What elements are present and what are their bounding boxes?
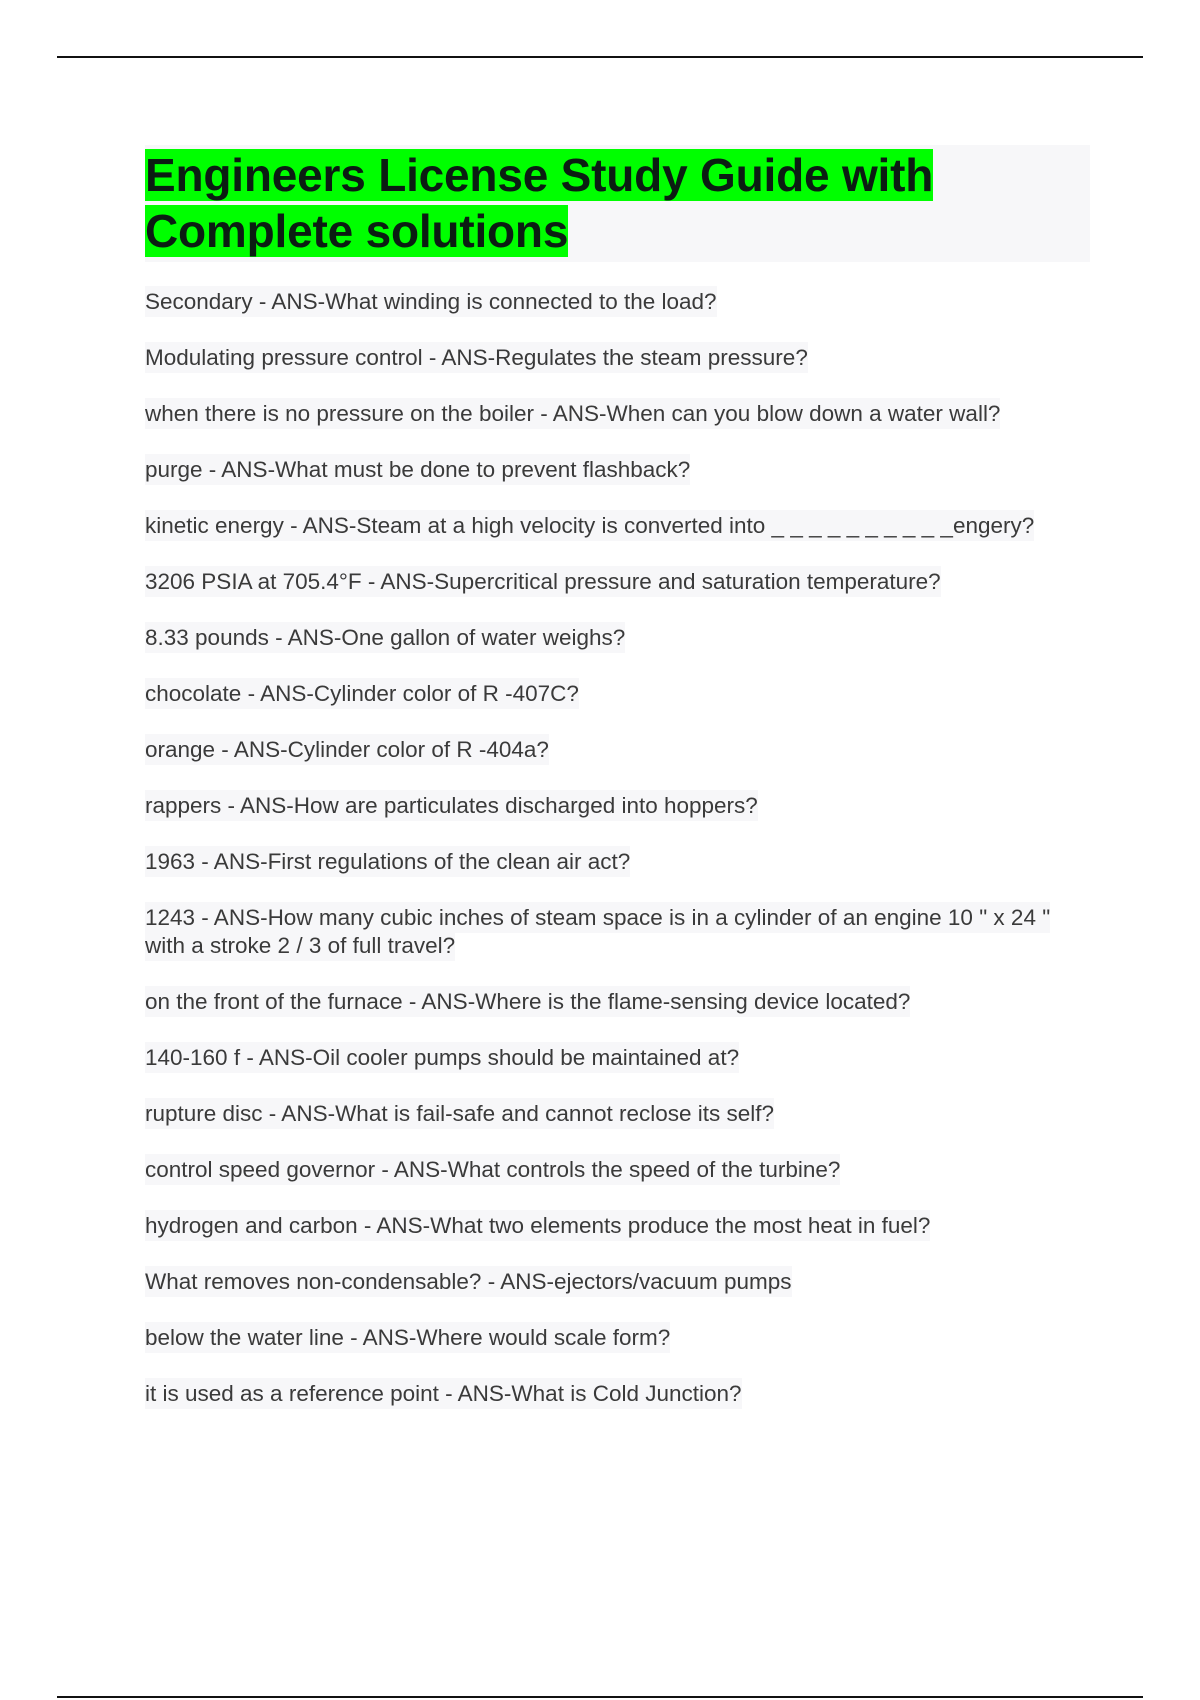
qa-item: 140-160 f - ANS-Oil cooler pumps should be maintained at? (145, 1044, 1090, 1072)
qa-item: purge - ANS-What must be done to prevent flashback? (145, 456, 1090, 484)
qa-item: Modulating pressure control - ANS-Regulates the steam pressure? (145, 344, 1090, 372)
qa-item: hydrogen and carbon - ANS-What two elements produce the most heat in fuel? (145, 1212, 1090, 1240)
qa-item: control speed governor - ANS-What controls the speed of the turbine? (145, 1156, 1090, 1184)
qa-item: Secondary - ANS-What winding is connected to the load? (145, 288, 1090, 316)
qa-item: 1243 - ANS-How many cubic inches of steam space is in a cylinder of an engine 10 " x 24 " with a stroke 2 / 3 of full travel? (145, 904, 1090, 960)
qa-item: What removes non-condensable? - ANS-ejectors/vacuum pumps (145, 1268, 1090, 1296)
top-rule (57, 56, 1143, 58)
qa-item: when there is no pressure on the boiler - ANS-When can you blow down a water wall? (145, 400, 1090, 428)
qa-item: kinetic energy - ANS-Steam at a high velocity is converted into _ _ _ _ _ _ _ _ _ _engery? (145, 512, 1090, 540)
qa-item: orange - ANS-Cylinder color of R -404a? (145, 736, 1090, 764)
qa-item: rupture disc - ANS-What is fail-safe and cannot reclose its self? (145, 1100, 1090, 1128)
document-title (145, 147, 1090, 259)
qa-item: chocolate - ANS-Cylinder color of R -407C? (145, 680, 1090, 708)
title-highlight: Engineers License Study Guide with Complete solutions (145, 149, 934, 257)
qa-item: below the water line - ANS-Where would scale form? (145, 1324, 1090, 1352)
qa-item: on the front of the furnace - ANS-Where is the flame-sensing device located? (145, 988, 1090, 1016)
qa-item: 3206 PSIA at 705.4°F - ANS-Supercritical pressure and saturation temperature? (145, 568, 1090, 596)
qa-item: rappers - ANS-How are particulates discharged into hoppers? (145, 792, 1090, 820)
bottom-rule (57, 1696, 1143, 1698)
document-body (145, 145, 1090, 1436)
qa-item: it is used as a reference point - ANS-What is Cold Junction? (145, 1380, 1090, 1408)
qa-list (145, 288, 1090, 1408)
qa-item: 8.33 pounds - ANS-One gallon of water weighs? (145, 624, 1090, 652)
title-block (145, 145, 1090, 262)
qa-item: 1963 - ANS-First regulations of the clean air act? (145, 848, 1090, 876)
